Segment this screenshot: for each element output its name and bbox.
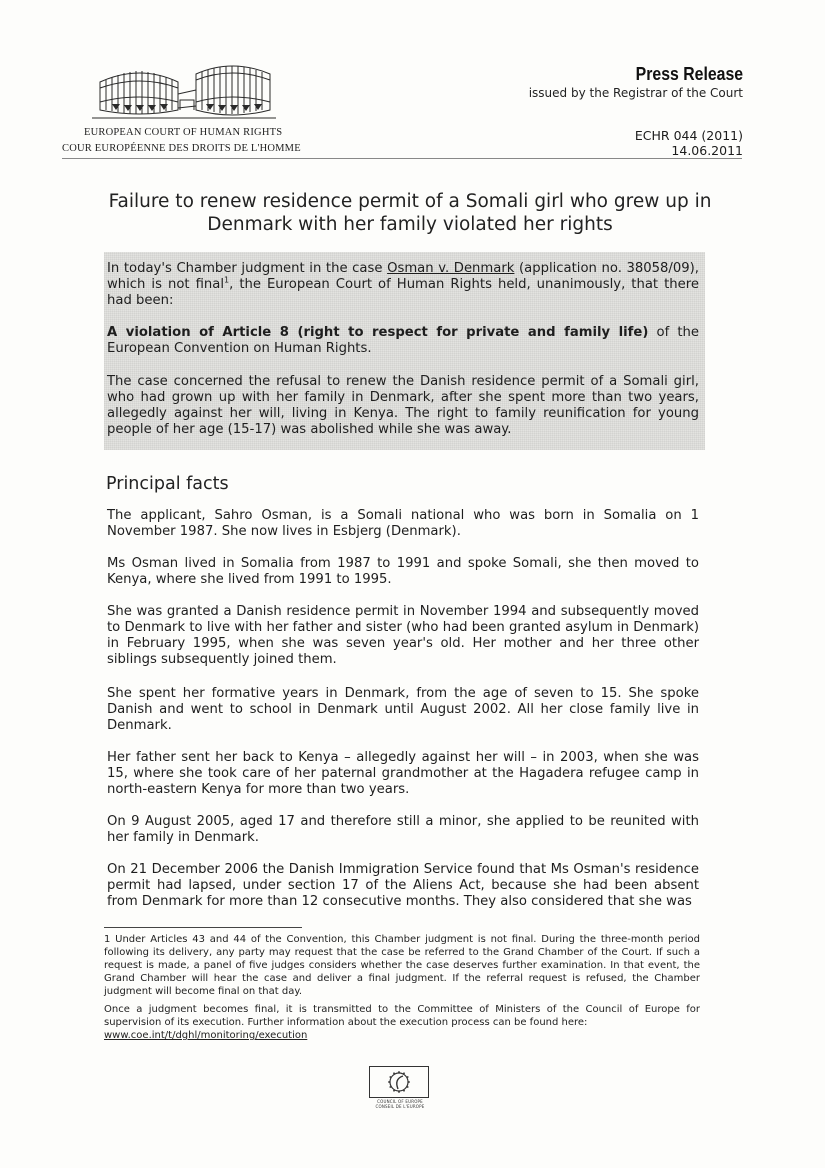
page-title: Failure to renew residence permit of a Somali girl who grew up in Denmark with her family violated her rights xyxy=(108,191,712,235)
summary-text: , the European Court of Human Rights held, unanimously, that there had been: xyxy=(107,277,699,308)
summary-text: (application no. 38058/09), which is not final xyxy=(107,261,699,292)
footnote-divider xyxy=(104,927,302,928)
logo-caption-en: COUNCIL OF EUROPE xyxy=(377,1099,423,1104)
execution-link[interactable]: www.coe.int/t/dghl/monitoring/execution xyxy=(104,1030,308,1041)
council-of-europe-logo xyxy=(367,1066,433,1112)
fact-paragraph: She was granted a Danish residence permit in November 1994 and subsequently moved to Denmark to live with her father and sister (who had been granted asylum in Denmark) in February 1995, when she was seven year's old. Her mother and her three other siblings subsequently joined them. xyxy=(107,604,699,667)
fact-paragraph: Ms Osman lived in Somalia from 1987 to 1991 and spoke Somali, she then moved to Kenya, where she lived from 1991 to 1995. xyxy=(107,556,699,587)
stars-circle-icon xyxy=(370,1067,428,1097)
fact-paragraph: Her father sent her back to Kenya – allegedly against her will – in 2003, when she was 15, where she took care of her paternal grandmother at the Hagadera refugee camp in north-eastern Kenya for more than two years. xyxy=(107,750,699,797)
summary-text: of the European Convention on Human Rights. xyxy=(107,325,699,356)
summary-paragraph-2 xyxy=(107,325,699,357)
case-link[interactable]: Osman v. Denmark xyxy=(387,261,515,276)
summary-paragraph-3: The case concerned the refusal to renew the Danish residence permit of a Somali girl, who had grown up with her family in Denmark, after she spent more than two years, allegedly against her will, living in Kenya. The right to family reunification for young people of her age (15-17) was abolished while she was away. xyxy=(107,374,699,437)
violation-finding: A violation of Article 8 (right to respect for private and family life) xyxy=(107,325,649,340)
fact-paragraph: The applicant, Sahro Osman, is a Somali national who was born in Somalia on 1 November 1987. She now lives in Esbjerg (Denmark). xyxy=(107,508,699,539)
document-type-heading: Press Release xyxy=(635,64,743,84)
summary-text: In today's Chamber judgment in the case xyxy=(107,261,388,276)
court-name-english: EUROPEAN COURT OF HUMAN RIGHTS xyxy=(84,127,283,138)
court-name-french: COUR EUROPÉENNE DES DROITS DE L'HOMME xyxy=(62,143,301,154)
release-date: 14.06.2011 xyxy=(671,143,743,158)
summary-paragraph-1 xyxy=(107,261,699,309)
footnote-2 xyxy=(104,1003,700,1042)
logo-frame xyxy=(369,1066,429,1098)
footnote-1: 1 Under Articles 43 and 44 of the Convention, this Chamber judgment is not final. During the three-month period following its delivery, any party may request that the case be referred to the Grand Chamber of the Court. If such a request is made, a panel of five judges considers whether the case deserves further examination. In that event, the Grand Chamber will hear the case and deliver a final judgment. If the referral request is refused, the Chamber judgment will become final on that day. xyxy=(104,934,700,997)
court-building-logo xyxy=(92,60,276,122)
fact-paragraph: She spent her formative years in Denmark, from the age of seven to 15. She spoke Danish and went to school in Denmark until August 2002. All her close family live in Denmark. xyxy=(107,686,699,733)
section-heading: Principal facts xyxy=(106,474,229,494)
fact-paragraph: On 9 August 2005, aged 17 and therefore still a minor, she applied to be reunited with her family in Denmark. xyxy=(107,814,699,845)
fact-paragraph: On 21 December 2006 the Danish Immigration Service found that Ms Osman's residence permit had lapsed, under section 17 of the Aliens Act, because she had been absent from Denmark for more than 12 consecutive months. They also considered that she was xyxy=(107,862,699,909)
reference-number: ECHR 044 (2011) xyxy=(634,128,743,143)
logo-caption xyxy=(367,1099,433,1109)
header-divider xyxy=(62,158,742,159)
logo-caption-fr: CONSEIL DE L'EUROPE xyxy=(375,1104,425,1109)
issuer-line: issued by the Registrar of the Court xyxy=(528,86,743,100)
footnote-marker[interactable]: 1 xyxy=(224,275,230,285)
footnote-text: Once a judgment becomes final, it is transmitted to the Committee of Ministers of the Council of Europe for supervision of its execution. Further information about the execution process can be found here: xyxy=(104,1004,700,1028)
